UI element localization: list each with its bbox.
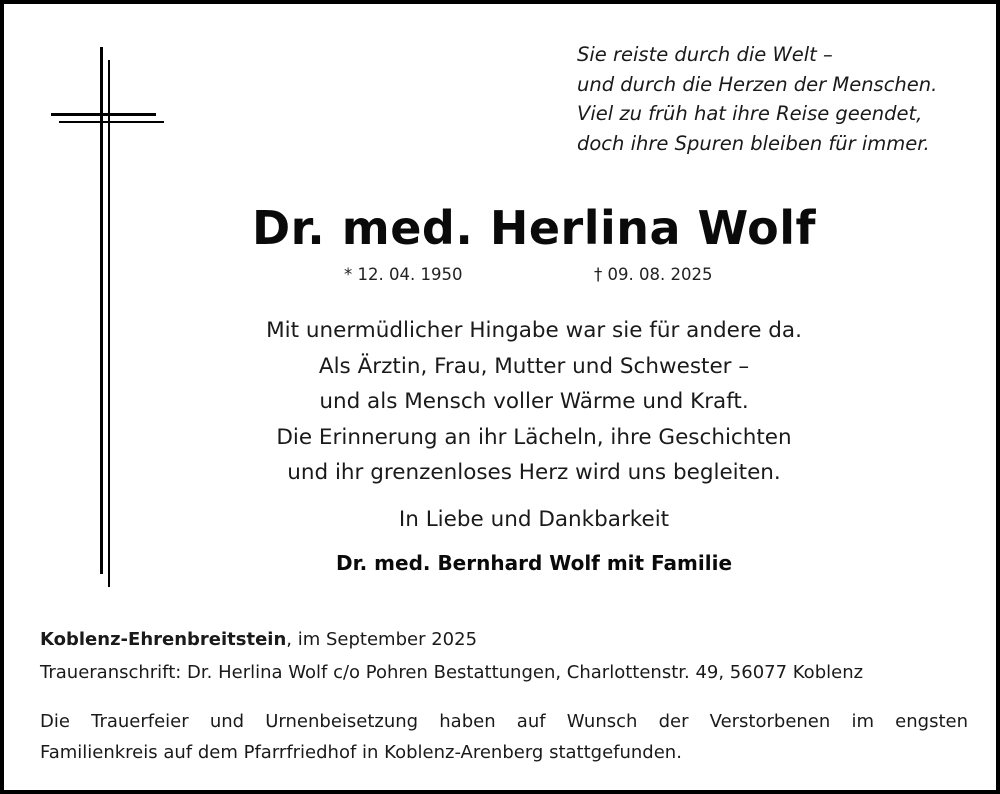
cross-vertical-beam [100, 47, 103, 574]
mourning-address: Traueranschrift: Dr. Herlina Wolf c/o Pohren Bestattungen, Charlottenstr. 49, 56077 Koblenz [40, 662, 864, 683]
poem-line: Viel zu früh hat ihre Reise geendet, [577, 102, 923, 125]
death-date: † 09. 08. 2025 [594, 265, 713, 284]
poem-line: und durch die Herzen der Menschen. [577, 72, 938, 96]
poem-line: doch ihre Spuren bleiben für immer. [577, 131, 930, 155]
tribute-line: Mit unermüdlicher Hingabe war sie für andere da. [266, 318, 802, 343]
notice-date: , im September 2025 [286, 629, 478, 650]
tribute-line: und als Mensch voller Wärme und Kraft. [319, 389, 749, 414]
tribute-line: und ihr grenzenloses Herz wird uns begleiten. [287, 460, 781, 485]
notice-line: Familienkreis auf dem Pfarrfriedhof in Koblenz-Arenberg stattgefunden. [40, 741, 682, 763]
place-name: Koblenz-Ehrenbreitstein [40, 629, 287, 650]
poem-line: Sie reiste durch die Welt – [577, 43, 833, 66]
place-and-date [40, 629, 477, 650]
notice-line: Die Trauerfeier und Urnenbeisetzung haben auf Wunsch der Verstorbenen im engsten [40, 711, 968, 732]
deceased-name: Dr. med. Herlina Wolf [251, 201, 817, 255]
cross-horizontal-beam [51, 113, 156, 116]
tribute-line: Die Erinnerung an ihr Lächeln, ihre Geschichten [276, 424, 792, 450]
tribute-text [4, 313, 1000, 491]
poem [577, 40, 987, 158]
birth-date: * 12. 04. 1950 [344, 265, 463, 284]
cross-horizontal-shadow [59, 121, 164, 123]
funeral-notice [40, 707, 968, 768]
closing-phrase: In Liebe und Dankbarkeit [398, 507, 670, 532]
tribute-line: Als Ärztin, Frau, Mutter und Schwester – [318, 353, 750, 379]
signature: Dr. med. Bernhard Wolf mit Familie [335, 551, 733, 575]
